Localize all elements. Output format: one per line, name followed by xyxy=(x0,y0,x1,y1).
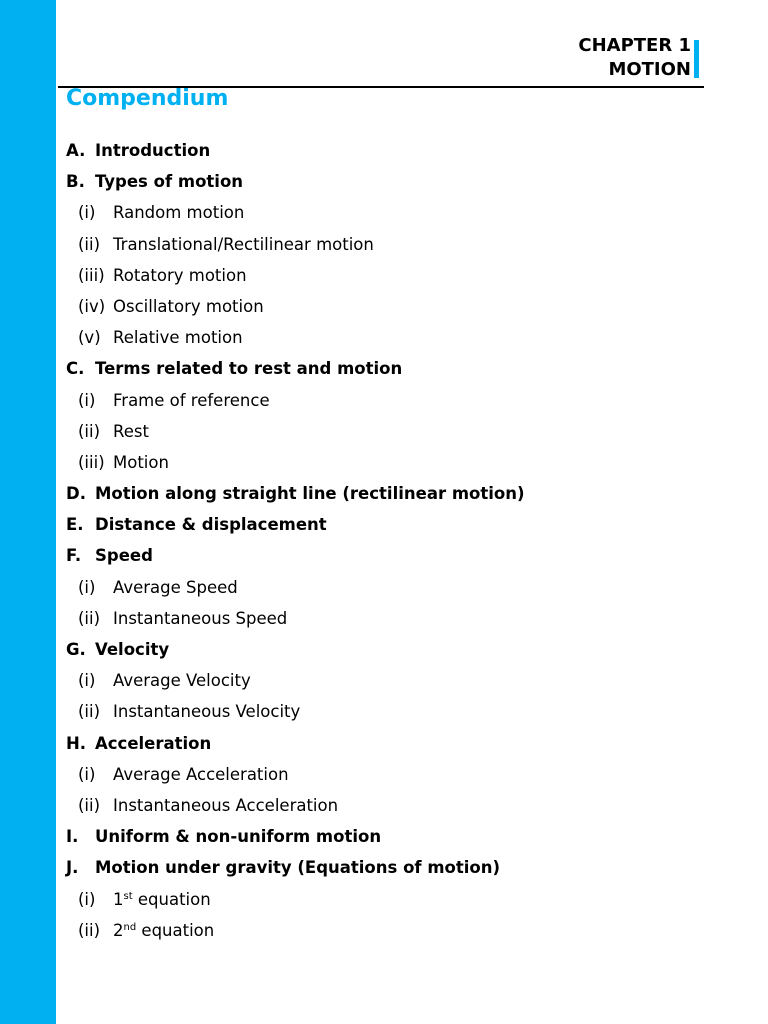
toc-section xyxy=(66,135,525,166)
subsection-number: (iv) xyxy=(78,296,106,316)
toc-subsection xyxy=(66,696,525,727)
subsection-title: Average Speed xyxy=(113,577,238,597)
toc-subsection xyxy=(66,291,525,322)
section-title: Acceleration xyxy=(95,733,212,753)
section-title: Speed xyxy=(95,546,153,566)
toc-section xyxy=(66,821,525,852)
section-letter: I. xyxy=(66,827,79,847)
section-letter: C. xyxy=(66,359,85,379)
section-letter: H. xyxy=(66,733,87,753)
toc-section xyxy=(66,728,525,759)
toc-section xyxy=(66,353,525,384)
toc-subsection xyxy=(66,884,525,915)
section-letter: J. xyxy=(66,858,79,878)
toc-subsection xyxy=(66,603,525,634)
toc-section xyxy=(66,478,525,509)
chapter-subject: MOTION xyxy=(608,59,691,80)
subsection-title: Motion xyxy=(113,452,169,472)
subsection-number: (ii) xyxy=(78,920,101,940)
subsection-number: (i) xyxy=(78,671,96,691)
subsection-title: Relative motion xyxy=(113,328,243,348)
toc-subsection xyxy=(66,915,525,946)
toc-subsection xyxy=(66,260,525,291)
table-of-contents xyxy=(66,135,525,946)
subsection-title: Instantaneous Acceleration xyxy=(113,795,339,815)
header-accent-mark xyxy=(694,40,699,78)
section-letter: E. xyxy=(66,515,84,535)
subsection-number: (ii) xyxy=(78,795,101,815)
subsection-title: Instantaneous Velocity xyxy=(113,702,301,722)
toc-section xyxy=(66,166,525,197)
subsection-number: (i) xyxy=(78,889,96,909)
subsection-title: Rest xyxy=(113,421,149,441)
toc-subsection xyxy=(66,665,525,696)
subsection-title: 1 xyxy=(113,889,124,909)
section-letter: D. xyxy=(66,484,86,504)
section-title: Uniform & non-uniform motion xyxy=(95,827,382,847)
subsection-number: (ii) xyxy=(78,702,101,722)
subsection-number: (iii) xyxy=(78,452,105,472)
section-title: Terms related to rest and motion xyxy=(95,359,403,379)
subsection-title: Translational/Rectilinear motion xyxy=(113,234,374,254)
toc-subsection xyxy=(66,790,525,821)
section-letter: F. xyxy=(66,546,82,566)
section-letter: B. xyxy=(66,172,85,192)
toc-section xyxy=(66,509,525,540)
subsection-title: Average Acceleration xyxy=(113,764,289,784)
chapter-number: CHAPTER 1 xyxy=(578,35,691,56)
subsection-title: Random motion xyxy=(113,203,245,223)
section-title: Introduction xyxy=(95,141,211,160)
subsection-title: Oscillatory motion xyxy=(113,296,264,316)
section-letter: G. xyxy=(66,640,86,659)
page-title: Compendium xyxy=(66,86,229,111)
toc-section xyxy=(66,540,525,571)
toc-subsection xyxy=(66,322,525,353)
toc-subsection xyxy=(66,385,525,416)
section-title: Velocity xyxy=(95,640,170,659)
subsection-title: Instantaneous Speed xyxy=(113,608,288,628)
subsection-number: (i) xyxy=(78,390,96,410)
toc-subsection xyxy=(66,197,525,228)
subsection-title: Average Velocity xyxy=(113,671,251,691)
subsection-title-suffix: equation xyxy=(132,889,211,909)
section-title: Types of motion xyxy=(95,172,244,192)
subsection-number: (ii) xyxy=(78,421,101,441)
subsection-title: Frame of reference xyxy=(113,390,270,410)
subsection-number: (i) xyxy=(78,577,96,597)
toc-subsection xyxy=(66,759,525,790)
section-title: Motion under gravity (Equations of motion) xyxy=(95,858,501,878)
subsection-number: (ii) xyxy=(78,608,101,628)
subsection-title: Rotatory motion xyxy=(113,265,247,285)
section-title: Motion along straight line (rectilinear motion) xyxy=(95,484,525,504)
ordinal-suffix: st xyxy=(123,890,133,902)
section-letter: A. xyxy=(66,141,86,160)
subsection-number: (i) xyxy=(78,203,96,223)
ordinal-suffix: nd xyxy=(123,921,137,933)
chapter-header xyxy=(578,34,691,82)
toc-subsection xyxy=(66,447,525,478)
toc-subsection xyxy=(66,572,525,603)
section-title: Distance & displacement xyxy=(95,515,327,535)
toc-subsection xyxy=(66,229,525,260)
toc-section xyxy=(66,634,525,665)
toc-subsection xyxy=(66,416,525,447)
subsection-number: (iii) xyxy=(78,265,105,285)
subsection-title-suffix: equation xyxy=(136,920,215,940)
subsection-number: (i) xyxy=(78,764,96,784)
subsection-number: (ii) xyxy=(78,234,101,254)
toc-section xyxy=(66,852,525,883)
left-accent-bar xyxy=(0,0,56,1024)
subsection-title: 2 xyxy=(113,920,124,940)
subsection-number: (v) xyxy=(78,328,101,348)
